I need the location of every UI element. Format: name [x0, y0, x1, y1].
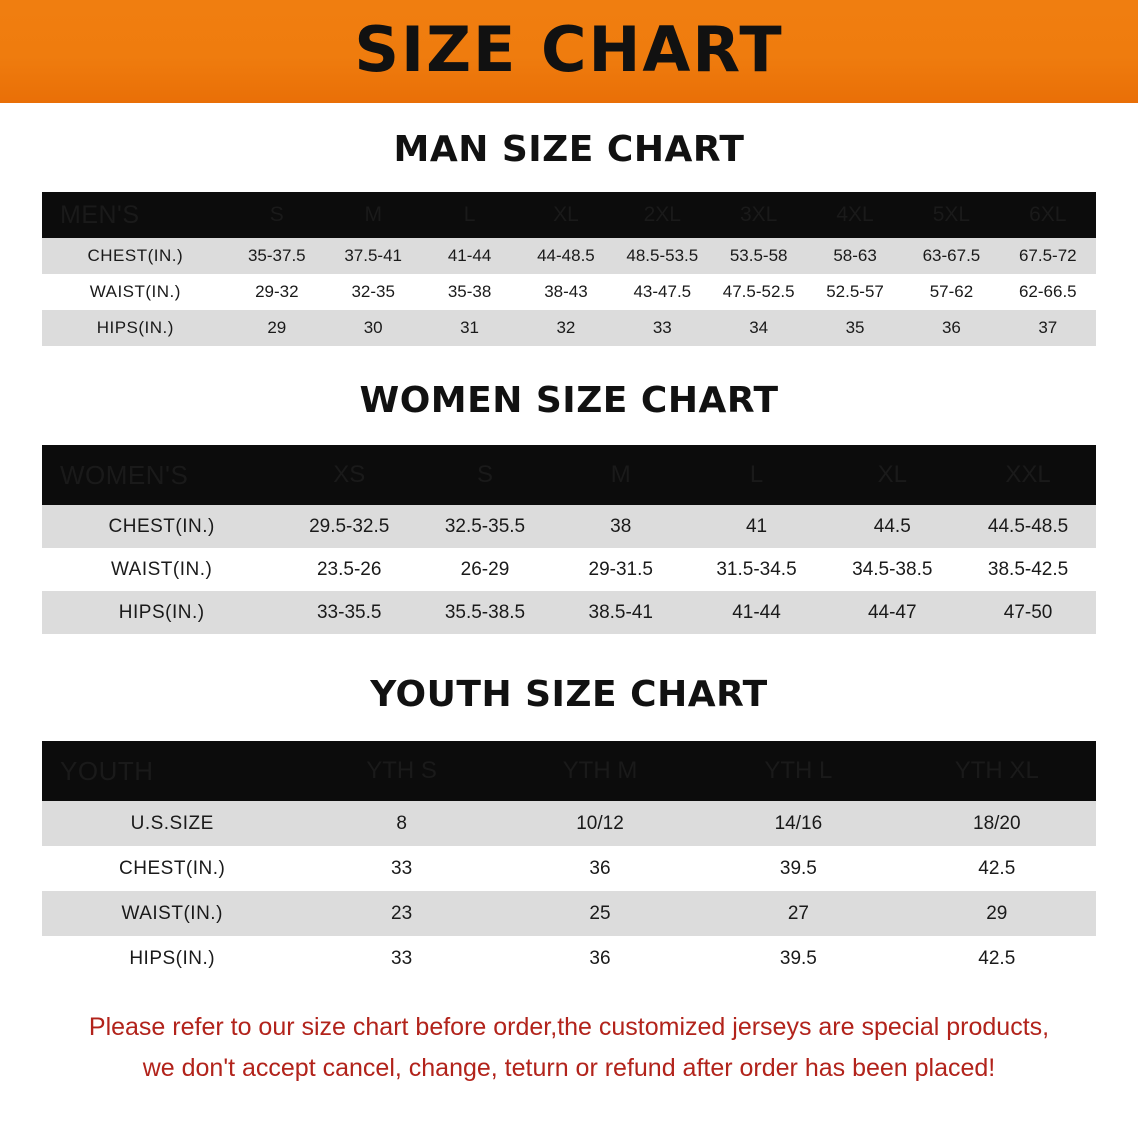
women-header-cell: L — [689, 445, 825, 505]
man-cell: 36 — [903, 310, 999, 346]
women-cell: 44-47 — [824, 591, 960, 634]
youth-row-label: WAIST(IN.) — [42, 891, 302, 936]
women-cell: 44.5 — [824, 505, 960, 548]
women-cell: 29.5-32.5 — [281, 505, 417, 548]
man-header-title: MEN'S — [42, 192, 229, 238]
man-cell: 38-43 — [518, 274, 614, 310]
man-table-row — [42, 274, 1096, 310]
man-cell: 32 — [518, 310, 614, 346]
women-header-cell: XXL — [960, 445, 1096, 505]
women-cell: 34.5-38.5 — [824, 548, 960, 591]
women-row-label: CHEST(IN.) — [42, 505, 281, 548]
women-cell: 41 — [689, 505, 825, 548]
youth-cell: 23 — [302, 891, 500, 936]
youth-cell: 18/20 — [898, 801, 1096, 846]
man-size-table — [42, 192, 1096, 346]
man-cell: 31 — [421, 310, 517, 346]
man-cell: 29 — [229, 310, 325, 346]
women-cell: 32.5-35.5 — [417, 505, 553, 548]
youth-cell: 42.5 — [898, 846, 1096, 891]
man-cell: 32-35 — [325, 274, 421, 310]
man-header-cell: XL — [518, 192, 614, 238]
women-cell: 44.5-48.5 — [960, 505, 1096, 548]
man-cell: 34 — [711, 310, 807, 346]
women-section-heading: WOMEN SIZE CHART — [359, 380, 779, 421]
man-header-cell: 4XL — [807, 192, 903, 238]
women-header-row — [42, 445, 1096, 505]
women-table-body — [42, 445, 1096, 634]
women-cell: 33-35.5 — [281, 591, 417, 634]
women-header-cell: S — [417, 445, 553, 505]
women-header-cell: XS — [281, 445, 417, 505]
man-row-label: CHEST(IN.) — [42, 238, 229, 274]
man-cell: 44-48.5 — [518, 238, 614, 274]
man-header-cell: 3XL — [711, 192, 807, 238]
youth-cell: 14/16 — [699, 801, 897, 846]
women-cell: 41-44 — [689, 591, 825, 634]
man-cell: 47.5-52.5 — [711, 274, 807, 310]
women-cell: 31.5-34.5 — [689, 548, 825, 591]
banner — [0, 0, 1138, 103]
youth-header-cell: YTH S — [302, 741, 500, 801]
man-table-row — [42, 310, 1096, 346]
youth-cell: 27 — [699, 891, 897, 936]
women-cell: 47-50 — [960, 591, 1096, 634]
man-header-cell: M — [325, 192, 421, 238]
youth-cell: 10/12 — [501, 801, 699, 846]
man-cell: 62-66.5 — [1000, 274, 1096, 310]
women-row-label: HIPS(IN.) — [42, 591, 281, 634]
man-cell: 57-62 — [903, 274, 999, 310]
youth-row-label: U.S.SIZE — [42, 801, 302, 846]
women-header-title: WOMEN'S — [42, 445, 281, 505]
man-cell: 48.5-53.5 — [614, 238, 710, 274]
youth-section-heading: YOUTH SIZE CHART — [370, 674, 768, 715]
youth-header-cell: YTH XL — [898, 741, 1096, 801]
man-cell: 53.5-58 — [711, 238, 807, 274]
youth-header-cell: YTH L — [699, 741, 897, 801]
youth-cell: 39.5 — [699, 846, 897, 891]
youth-row-label: CHEST(IN.) — [42, 846, 302, 891]
youth-chart-wrap — [42, 741, 1096, 981]
man-cell: 37.5-41 — [325, 238, 421, 274]
youth-cell: 42.5 — [898, 936, 1096, 981]
youth-cell: 29 — [898, 891, 1096, 936]
man-cell: 41-44 — [421, 238, 517, 274]
women-chart-wrap — [42, 445, 1096, 634]
man-header-cell: L — [421, 192, 517, 238]
man-header-cell: 2XL — [614, 192, 710, 238]
women-table-row — [42, 548, 1096, 591]
women-size-table — [42, 445, 1096, 634]
man-cell: 37 — [1000, 310, 1096, 346]
man-cell: 52.5-57 — [807, 274, 903, 310]
man-cell: 58-63 — [807, 238, 903, 274]
women-cell: 38.5-41 — [553, 591, 689, 634]
man-header-cell: 6XL — [1000, 192, 1096, 238]
women-cell: 23.5-26 — [281, 548, 417, 591]
youth-header-cell: YTH M — [501, 741, 699, 801]
man-cell: 67.5-72 — [1000, 238, 1096, 274]
youth-cell: 39.5 — [699, 936, 897, 981]
women-cell: 38.5-42.5 — [960, 548, 1096, 591]
order-policy-note-line-2: we don't accept cancel, change, teturn or refund after order has been placed! — [142, 1054, 996, 1083]
page-title: SIZE CHART — [354, 12, 784, 86]
women-cell: 26-29 — [417, 548, 553, 591]
youth-table-row — [42, 801, 1096, 846]
man-chart-wrap — [42, 192, 1096, 346]
women-cell: 35.5-38.5 — [417, 591, 553, 634]
man-cell: 35-38 — [421, 274, 517, 310]
youth-header-title: YOUTH — [42, 741, 302, 801]
man-table-body — [42, 192, 1096, 346]
youth-cell: 25 — [501, 891, 699, 936]
women-row-label: WAIST(IN.) — [42, 548, 281, 591]
man-table-row — [42, 238, 1096, 274]
man-row-label: HIPS(IN.) — [42, 310, 229, 346]
youth-table-row — [42, 846, 1096, 891]
order-policy-note-line-1: Please refer to our size chart before order,the customized jerseys are special products, — [88, 1013, 1050, 1041]
man-cell: 33 — [614, 310, 710, 346]
youth-table-body — [42, 741, 1096, 981]
man-cell: 29-32 — [229, 274, 325, 310]
women-table-row — [42, 591, 1096, 634]
youth-table-row — [42, 936, 1096, 981]
man-cell: 63-67.5 — [903, 238, 999, 274]
women-cell: 29-31.5 — [553, 548, 689, 591]
youth-cell: 33 — [302, 936, 500, 981]
youth-size-table — [42, 741, 1096, 981]
order-policy-note — [42, 1007, 1096, 1090]
man-cell: 35-37.5 — [229, 238, 325, 274]
youth-header-row — [42, 741, 1096, 801]
man-header-row — [42, 192, 1096, 238]
man-cell: 30 — [325, 310, 421, 346]
women-header-cell: M — [553, 445, 689, 505]
youth-cell: 36 — [501, 936, 699, 981]
man-cell: 43-47.5 — [614, 274, 710, 310]
man-header-cell: S — [229, 192, 325, 238]
youth-table-row — [42, 891, 1096, 936]
youth-cell: 8 — [302, 801, 500, 846]
man-row-label: WAIST(IN.) — [42, 274, 229, 310]
youth-cell: 33 — [302, 846, 500, 891]
women-cell: 38 — [553, 505, 689, 548]
youth-row-label: HIPS(IN.) — [42, 936, 302, 981]
man-header-cell: 5XL — [903, 192, 999, 238]
man-cell: 35 — [807, 310, 903, 346]
women-header-cell: XL — [824, 445, 960, 505]
women-table-row — [42, 505, 1096, 548]
youth-cell: 36 — [501, 846, 699, 891]
man-section-heading: MAN SIZE CHART — [393, 129, 745, 170]
